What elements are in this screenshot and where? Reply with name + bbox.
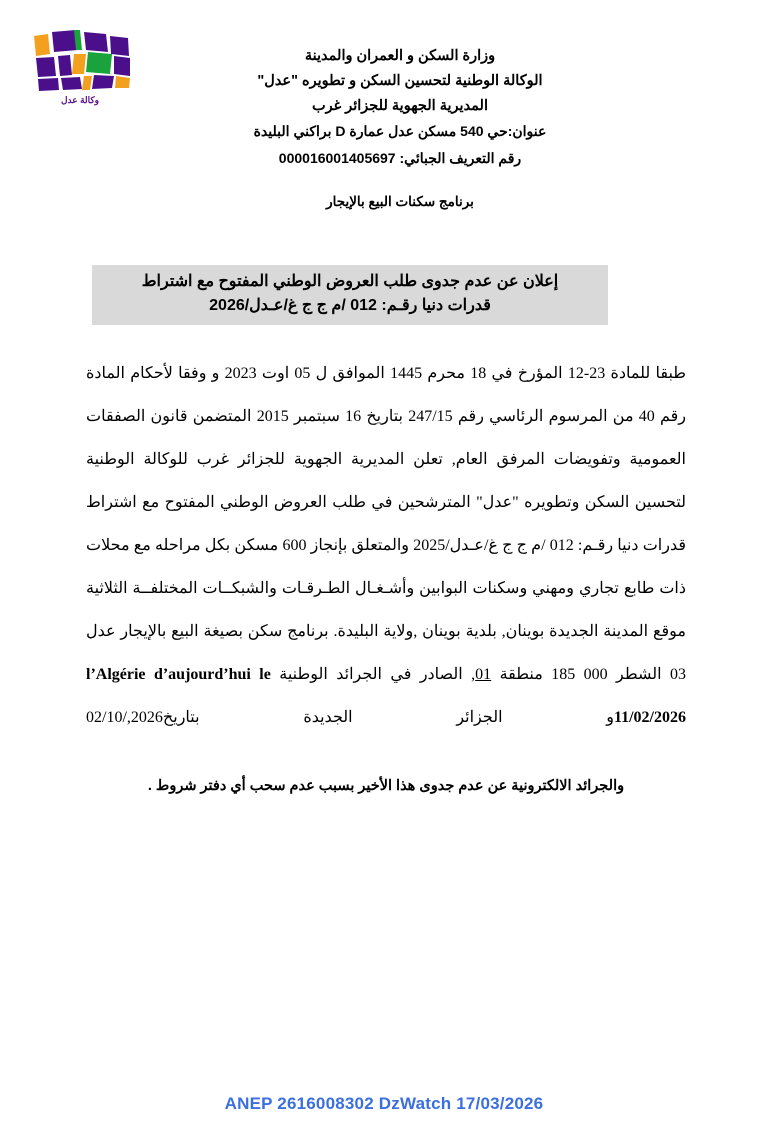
newspaper-arabic: و الجزائر الجديدة: [303, 709, 614, 726]
document-header: [150, 44, 650, 214]
date-label: بتاريخ: [162, 709, 200, 726]
newspaper-french: l’Algérie d’aujourd’hui le 11/02/2026: [86, 666, 686, 726]
tax-label: رقم التعريف الجبائي:: [399, 150, 522, 166]
header-agency-line: الوكالة الوطنية لتحسين السكن و تطويره "عدل": [257, 73, 543, 89]
header-tax-line: [150, 146, 650, 171]
announcement-closing: والجرائد الالكترونية عن عدم جدوى هذا الأخير بسبب عدم سحب أي دفتر شروط .: [147, 778, 625, 794]
anep-footer: ANEP 2616008302 DzWatch 17/03/2026: [224, 1094, 544, 1113]
title-line-2: قدرات دنيا رقـم: 012 /م ج ج غ/عـدل/2026: [209, 297, 491, 314]
title-line-1: إعلان عن عدم جدوى طلب العروض الوطني المفتوح مع اشتراط: [141, 273, 559, 290]
date-value: 2026,/02/10: [86, 709, 163, 726]
logo-caption: وكالة عدل: [60, 95, 100, 105]
header-program-line: برنامج سكنات البيع بالإيجار: [326, 194, 474, 209]
announcement-body: [86, 352, 686, 739]
header-ministry-line: وزارة السكن و العمران والمدينة: [304, 48, 496, 64]
body-paragraph: [86, 352, 686, 739]
header-directorate-line: المديرية الجهوية للجزائر غرب: [311, 98, 489, 114]
body-part-1: طبقا للمادة 23-12 المؤرخ في 18 محرم 1445 الموافق ل 05 اوت 2023 و وفقا لأحكام المادة رقم 40 من المرسوم الرئاسي رقم 247/15 بتاريخ 16 سبتمبر 2015 المتضمن قانون الصفقات العمومية وتفويضات المرفق العام, تعلن المديرية الجهوية للجزائر غرب للوكالة الوطنية لتحسين السكن وتطويره "عدل" المترشحين في طلب العروض الوطني المفتوح مع اشتراط قدرات دنيا رقـم: 012 /م ج ج غ/عـدل/2025 والمتعلق بإنجاز 600 مسكن بكل مراحله مع محلات ذات طابع تجاري ومهني وسكنات البوابين وأشـغـال الطـرقـات والشبكــات المختلفــة الثلاثية موقع المدينة الجديدة بوينان, بلدية بوينان ,ولاية البليدة. برنامج سكن بصيغة البيع بالإيجار عدل 03 الشطر 000 185 منطقة: [86, 365, 687, 683]
zone-number: 01: [475, 666, 492, 683]
tax-number: 000016001405697: [278, 150, 396, 166]
logo-mosaic-icon: [32, 28, 132, 92]
header-address-line: عنوان:حي 540 مسكن عدل عمارة D براكني البليدة: [253, 123, 547, 139]
agency-logo: [26, 28, 132, 120]
body-part-2: , الصادر في الجرائد الوطنية: [270, 666, 476, 683]
announcement-title-banner: [92, 265, 608, 325]
